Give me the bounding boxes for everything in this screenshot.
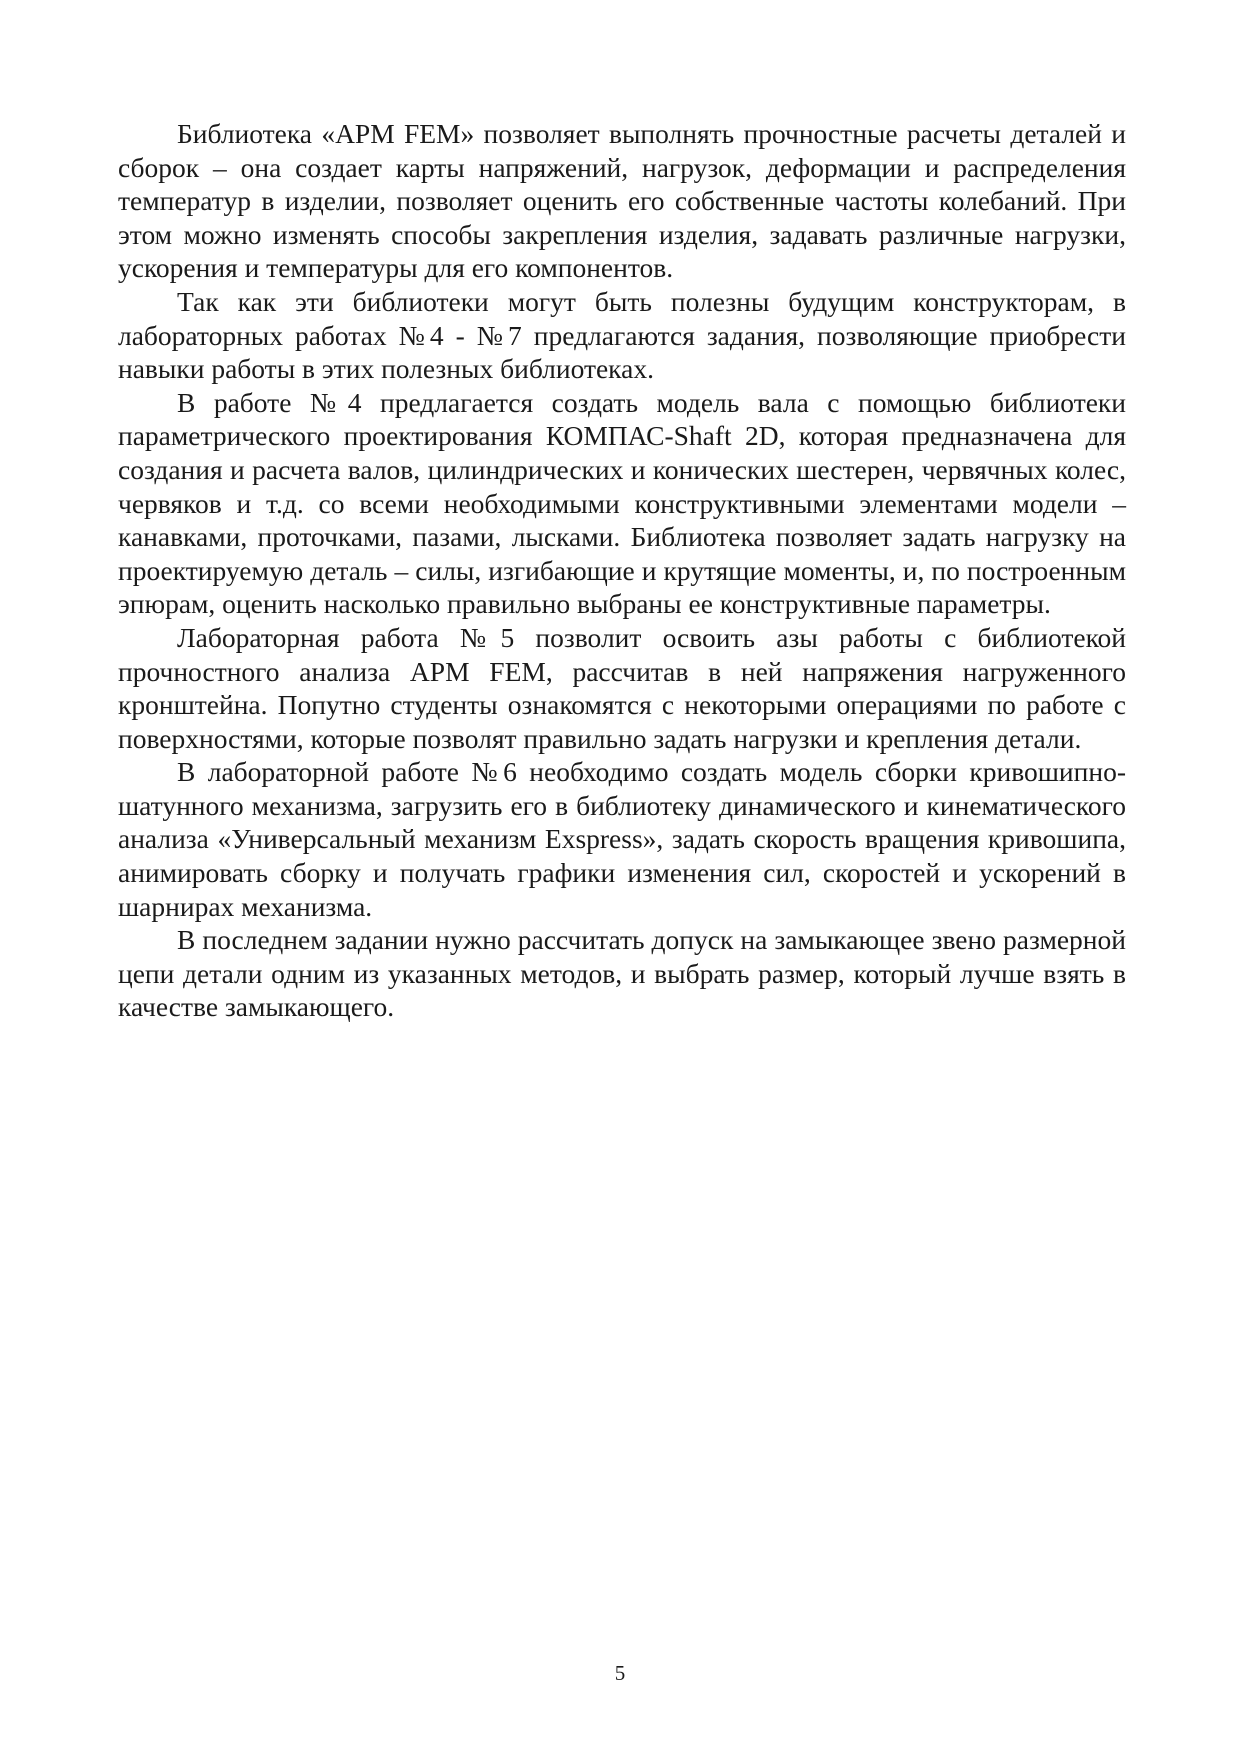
- paragraph-apm-fem-intro: Библиотека «APM FEM» позволяет выполнять прочностные расчеты деталей и сборок – она создает карты напряжений, нагрузок, деформации и распределения температур в изделии, позволяет оценить его собственные частоты колебаний. При этом можно изменять способы закрепления изделия, задавать различные нагрузки, ускорения и температуры для его компонентов.: [118, 118, 1126, 284]
- paragraph-lab-work-5: Лабораторная работа №5 позволит освоить азы работы с библиотекой прочностного анализа APM FEM, рассчитав в ней напряжения нагруженного кронштейна. Попутно студенты ознакомятся с некоторыми операциями по работе с поверхностями, которые позволят правильно задать нагрузки и крепления детали.: [118, 621, 1126, 754]
- page-number: 5: [614, 1661, 626, 1685]
- body-text: [118, 117, 1126, 1024]
- paragraph-lab-work-6: В лабораторной работе №6 необходимо создать модель сборки кривошипно-шатунного механизма, загрузить его в библиотеку динамического и кинематического анализа «Универсальный механизм Exspress», задать скорость вращения кривошипа, анимировать сборку и получать графики изменения сил, скоростей и ускорений в шарнирах механизма.: [118, 756, 1126, 922]
- paragraph-lab-work-4: В работе №4 предлагается создать модель вала с помощью библиотеки параметрического проектирования КОМПАС-Shaft 2D, которая предназначена для создания и расчета валов, цилиндрических и конических шестерен, червячных колес, червяков и т.д. со всеми необходимыми конструктивными элементами модели – канавками, проточками, пазами, лысками. Библиотека позволяет задать нагрузку на проектируемую деталь – силы, изгибающие и крутящие моменты, и, по построенным эпюрам, оценить насколько правильно выбраны ее конструктивные параметры.: [118, 386, 1126, 620]
- paragraph-lab-works-overview: Так как эти библиотеки могут быть полезны будущим конструкторам, в лабораторных работах №4 - №7 предлагаются задания, позволяющие приобрести навыки работы в этих полезных библиотеках.: [118, 285, 1126, 385]
- paragraph-last-task: В последнем задании нужно рассчитать допуск на замыкающее звено размерной цепи детали одним из указанных методов, и выбрать размер, который лучше взять в качестве замыкающего.: [118, 924, 1126, 1023]
